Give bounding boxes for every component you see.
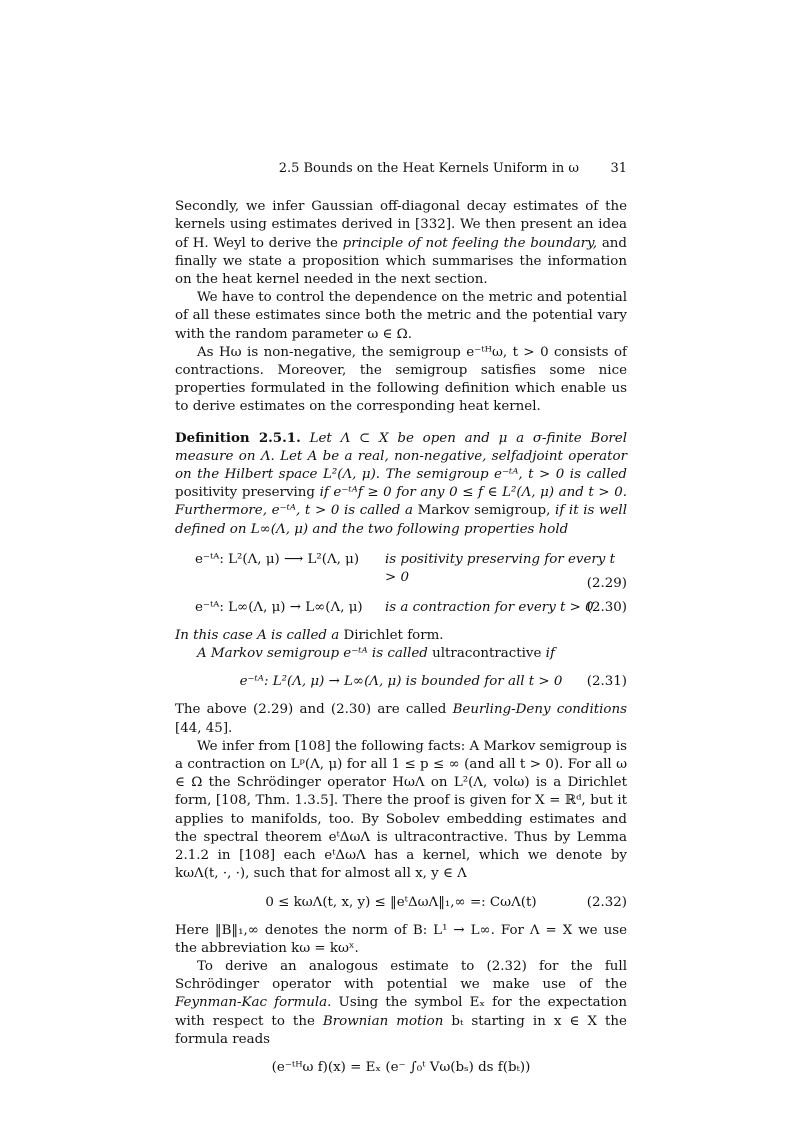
p1-text-c: and finally we state a proposition which summarises the information on the heat kernel needed in the next section. (175, 235, 627, 288)
fk-text-a: To derive an analogous estimate to (2.32) for the full Schrödinger operator with potential we make use of the (175, 958, 627, 993)
equation-feynman-kac (175, 1059, 627, 1081)
paragraph-feynman-kac (175, 958, 627, 1049)
running-header (175, 160, 627, 178)
p1-emph: principle of not feeling the boundary, (342, 235, 598, 251)
p1-text-a: Secondly, we infer Gaussian off-diagonal decay estimates of the kernels using estimates derived in [332]. We then present an idea of H. Weyl to derive the (175, 199, 627, 251)
bd-term: Beurling-Deny conditions (452, 702, 627, 718)
section-title: 2.5 Bounds on the Heat Kernels Uniform in ω (278, 161, 579, 176)
paragraph-1 (175, 198, 627, 289)
eq232-body: 0 ≤ kωΛ(t, x, y) ≤ ‖eᵗΔωΛ‖₁,∞ =: CωΛ(t) (265, 894, 537, 910)
eq232-number: (2.32) (586, 894, 627, 910)
definition-label: Definition 2.5.1. (175, 429, 301, 446)
ultracontractive-sentence (175, 645, 627, 663)
bd-text-b: [44, 45]. (175, 720, 233, 736)
dirichlet-text-b: form. (402, 628, 444, 644)
fk-text-b: Using the symbol Eₓ for the expectation with respect to the (175, 995, 627, 1029)
page-number: 31 (610, 161, 627, 176)
equation-2-32 (175, 894, 627, 916)
eq231-body: e⁻ᵗᴬ: L²(Λ, μ) → L∞(Λ, μ) is bounded for all t > 0 (239, 674, 563, 690)
paragraph-here: Here ‖B‖₁,∞ denotes the norm of B: L¹ → L∞. For Λ = X we use the abbreviation kω = kωˣ. (175, 922, 627, 956)
ultra-text-a: A Markov semigroup e⁻ᵗᴬ is called (197, 646, 433, 662)
definition-2-5-1 (175, 429, 627, 539)
definition-text-c: if it is well defined on L∞(Λ, μ) and the two following properties hold (175, 503, 627, 537)
paragraph-3: As Hω is non-negative, the semigroup e⁻ᵗᴴω, t > 0 consists of contractions. Moreover, the semigroup satisfies some nice properties formulated in the following definition which enable us to derive estimates on the corresponding heat kernel. (175, 344, 627, 415)
fk-formula: (e⁻ᵗᴴω f)(x) = Eₓ (e⁻ ∫₀ᵗ Vω(bₛ) ds f(bₜ)) (271, 1059, 531, 1075)
eq229-desc: is positivity preserving for every t > 0 (385, 551, 616, 586)
dirichlet-term: Dirichlet (343, 628, 403, 644)
page-body (175, 160, 627, 1087)
definition-text-a: Let Λ ⊂ X be open and μ a σ-finite Borel measure on Λ. Let A be a real, non-negative, selfadjoint operator on the Hilbert space L²(Λ, μ). The semigroup e⁻ᵗᴬ, t > 0 is called (175, 430, 628, 483)
eq230-lhs: e⁻ᵗᴬ: L∞(Λ, μ) → L∞(Λ, μ) (195, 600, 363, 616)
equation-2-31 (175, 673, 627, 695)
eq230-number: (2.30) (586, 600, 627, 616)
definition-text-b: if e⁻ᵗᴬf ≥ 0 for any 0 ≤ f ∈ L²(Λ, μ) and t > 0. Furthermore, e⁻ᵗᴬ, t > 0 is called a (175, 485, 627, 519)
fk-term-2: Brownian motion (322, 1013, 444, 1029)
ultra-term: ultracontractive (432, 646, 542, 662)
definition-term-markov: Markov semigroup, (417, 503, 551, 519)
eq230-desc: is a contraction for every t > 0 (385, 600, 594, 616)
definition-term-positivity: positivity preserving (175, 485, 315, 501)
ultra-text-b: if (541, 646, 555, 662)
eq229-number: (2.29) (586, 575, 627, 591)
beurling-deny-sentence (175, 701, 627, 737)
equation-2-30 (175, 599, 627, 621)
paragraph-infer: We infer from [108] the following facts: A Markov semigroup is a contraction on Lᵖ(Λ, μ) for all 1 ≤ p ≤ ∞ (and all t > 0). For all ω ∈ Ω the Schrödinger operator HωΛ on L²(Λ, volω) is a Dirichlet form, [108, Thm. 1.3.5]. There the proof is given for X = ℝᵈ, but it applies to manifolds, too. By Sobolev embedding estimates and the spectral theorem eᵗΔωΛ is ultracontractive. Thus by Lemma 2.1.2 in [108] each eᵗΔωΛ has a kernel, which we denote by kωΛ(t, ·, ·), such that for almost all x, y ∈ Λ (175, 738, 627, 882)
fk-text-c: bₜ starting in x ∈ X the formula reads (175, 1013, 627, 1047)
eq229-lhs: e⁻ᵗᴬ: L²(Λ, μ) ⟶ L²(Λ, μ) (195, 551, 360, 567)
bd-text-a: The above (2.29) and (2.30) are called (175, 702, 453, 718)
paragraph-2: We have to control the dependence on the metric and potential of all these estimates since both the metric and the potential vary with the random parameter ω ∈ Ω. (175, 290, 627, 342)
fk-term: Feynman-Kac formula. (175, 995, 332, 1011)
dirichlet-sentence (175, 627, 627, 645)
eq231-number: (2.31) (586, 674, 627, 690)
dirichlet-text-a: In this case A is called a (175, 628, 344, 644)
